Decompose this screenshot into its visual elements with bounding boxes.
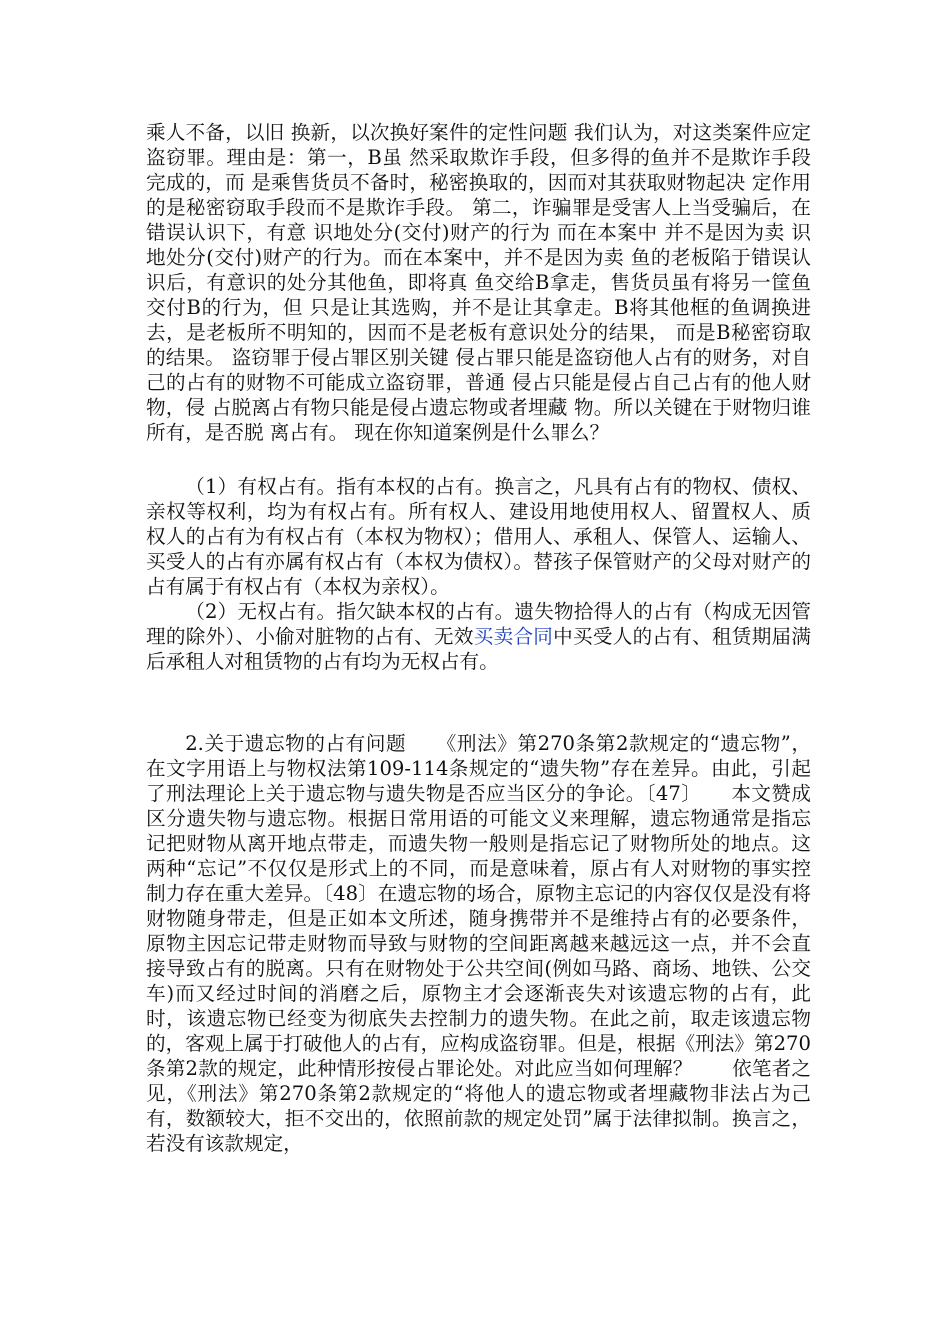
paragraph-spacer bbox=[146, 445, 811, 474]
unlawful-possession-paragraph bbox=[146, 599, 811, 674]
case-analysis-paragraph: 乘人不备，以旧 换新，以次换好案件的定性问题 我们认为，对这类案件应定盗窃罪。理由是：第一，B虽 然采取欺诈手段，但多得的鱼并不是欺诈手段完成的，而 是乘售货员不备时，秘密换取的，因而对其获取财物起决 定作用的是秘密窃取手段而不是欺诈手段。 第二，诈骗罪是受害人上当受骗后，在错误认识下，有意 识地处分(交付)财产的行为 而在本案中 并不是因为卖 识地处分(交付)财产的行为。而在本案中，并不是因为卖 鱼的老板陷于错误认识后，有意识的处分其他鱼，即将真 鱼交给B拿走，售货员虽有将另一筐鱼交付B的行为，但 只是让其选购，并不是让其拿走。B将其他框的鱼调换进 去，是老板所不明知的，因而不是老板有意识处分的结果， 而是B秘密窃取的结果。 盗窃罪于侵占罪区别关键 侵占罪只能是盗窃他人占有的财务，对自 己的占有的财物不可能成立盗窃罪，普通 侵占只能是侵占自己占有的他人财物，侵 占脱离占有物只能是侵占遗忘物或者埋藏 物。所以关键在于财物归谁所有，是否脱 离占有。 现在你知道案例是什么罪么？ bbox=[146, 121, 811, 444]
lost-property-paragraph: 2.关于遗忘物的占有问题 《刑法》第270条第2款规定的“遗忘物”，在文字用语上与物权法第109-114条规定的“遗失物”存在差异。由此，引起了刑法理论上关于遗忘物与遗失物是否应当区分的争论。〔47〕 本文赞成区分遗失物与遗忘物。根据日常用语的可能文义来理解，遗忘物通常是指忘记把财物从离开地点带走，而遗失物一般则是指忘记了财物所处的地点。这两种“忘记”不仅仅是形式上的不同，而是意味着，原占有人对财物的事实控制力存在重大差异。〔48〕在遗忘物的场合，原物主忘记的内容仅仅是没有将财物随身带走，但是正如本文所述，随身携带并不是维持占有的必要条件，原物主因忘记带走财物而导致与财物的空间距离越来越远这一点，并不会直接导致占有的脱离。只有在财物处于公共空间(例如马路、商场、地铁、公交车)而又经过时间的消磨之后，原物主才会逐渐丧失对该遗忘物的占有，此时，该遗忘物已经变为彻底失去控制力的遗失物。在此之前，取走该遗忘物的，客观上属于打破他人的占有，应构成盗窃罪。但是，根据《刑法》第270条第2款的规定，此种情形按侵占罪论处。对此应当如何理解？ 依笔者之见，《刑法》第270条第2款规定的“将他人的遗忘物或者埋藏物非法占为己有，数额较大，拒不交出的，依照前款的规定处罚”属于法律拟制。换言之，若没有该款规定， bbox=[146, 732, 811, 1155]
section-spacer bbox=[146, 674, 811, 731]
unlawful-possession-text-start: （2）无权占有。指欠缺本权的占有。遗失物拾得人的占有（构成无因管理的除外）、小偷对脏物的占有、无效 bbox=[146, 600, 811, 648]
unlawful-possession-text-end: 中买受人的占有、租赁期届满后承租人对租赁物的占有均为无权占有。 bbox=[146, 625, 812, 673]
sales-contract-link[interactable]: 买卖合同 bbox=[473, 625, 554, 648]
lawful-possession-paragraph: （1）有权占有。指有本权的占有。换言之，凡具有占有的物权、债权、亲权等权利，均为有权占有。所有权人、建设用地使用权人、留置权人、质权人的占有为有权占有（本权为物权）；借用人、承租人、保管人、运输人、买受人的占有亦属有权占有（本权为债权）。替孩子保管财产的父母对财产的占有属于有权占有（本权为亲权）。 bbox=[146, 475, 811, 598]
document-page bbox=[146, 120, 811, 1156]
